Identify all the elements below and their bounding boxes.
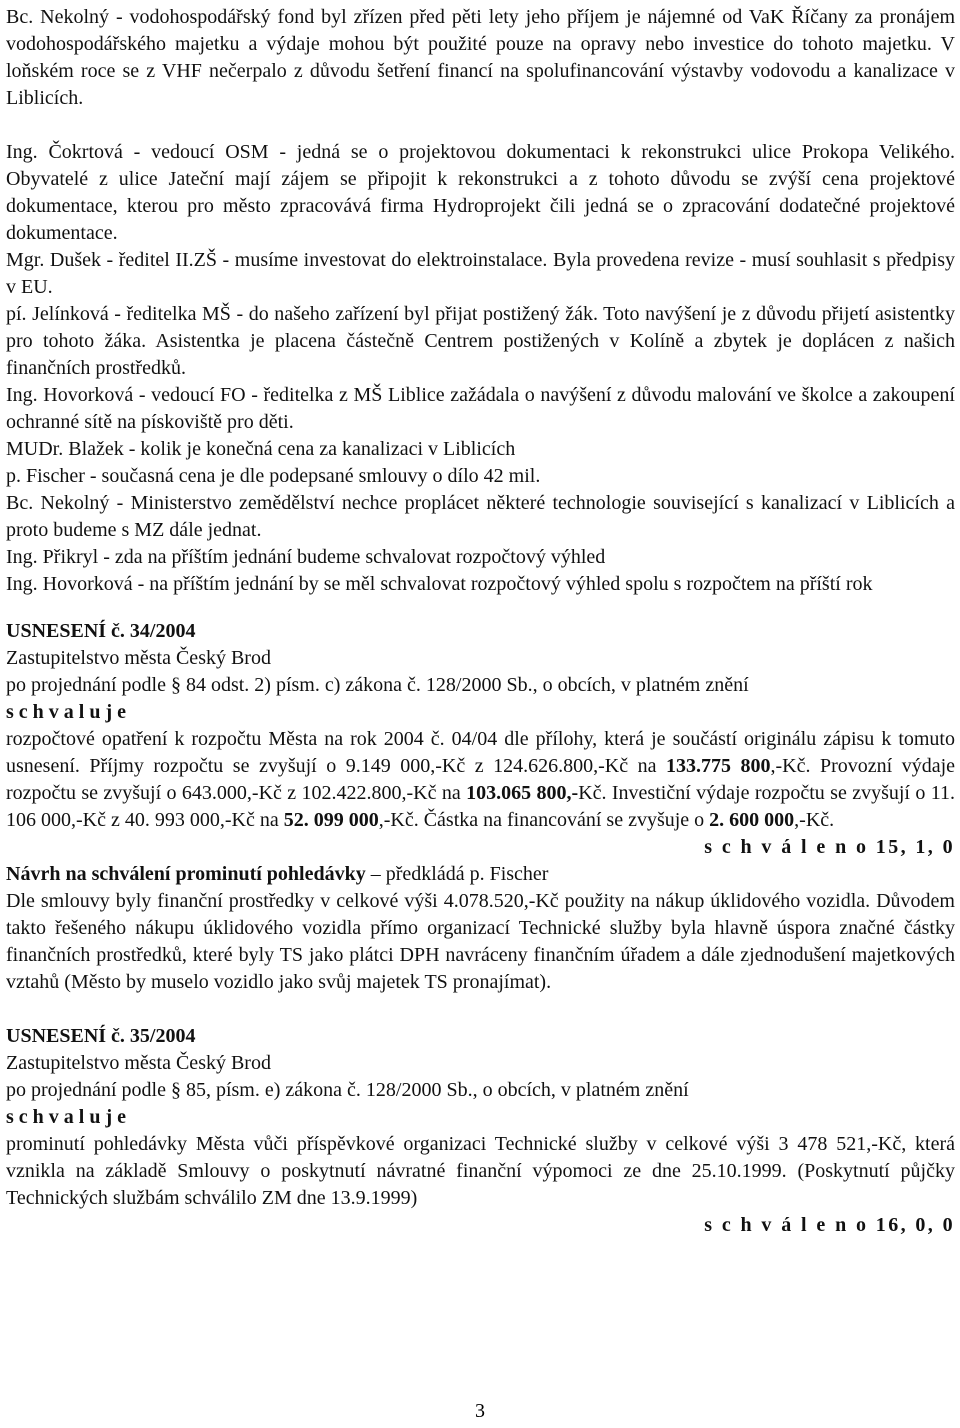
resolution-34-approves: s c h v a l u j e xyxy=(6,701,126,723)
resolution-34-text-b: ,-Kč. Provozní výdaje rozpočtu se zvyšují o 643.000,-Kč z 102.422.800,-Kč na xyxy=(6,755,956,804)
resolution-34-text-d: ,-Kč. Částka na financování se zvyšuje o xyxy=(378,809,710,831)
paragraph-cokrtova: Ing. Čokrtová - vedoucí OSM - jedná se o projektovou dokumentaci k rekonstrukci ulice Prokopa Velikého. Obyvatelé z ulice Jateční mají zájem se připojit k rekonstrukci a z tohoto důvodu se zvýší cena projektové dokumentace, kterou pro město zpracovává firma Hydroprojekt čili jedná se o zpracování dodatečné projektové dokumentace. xyxy=(6,141,955,244)
paragraph-hovorkova-budget: Ing. Hovorková - na příštím jednání by se měl schvalovat rozpočtový výhled spolu s rozpočtem na příští rok xyxy=(6,573,873,595)
resolution-35-text: prominutí pohledávky Města vůči příspěvkové organizaci Technické služby v celkové výši 3 478 521,-Kč, která vznikla na základě Smlouvy o poskytnutí návratné finanční výpomoci ze dne 25.10.1999. (Poskytnutí půjčky Technických službám schválilo ZM dne 13.9.1999) xyxy=(6,1133,955,1209)
paragraph-nekolny-mz: Bc. Nekolný - Ministerstvo zemědělství nechce proplácet některé technologie související s kanalizací v Liblicích a proto budeme s MZ dále jednat. xyxy=(6,492,955,541)
resolution-35-legal-basis: po projednání podle § 85, písm. e) zákona č. 128/2000 Sb., o obcích, v platném znění xyxy=(6,1079,689,1101)
income-total: 133.775 800 xyxy=(665,755,771,777)
paragraph-blazek: MUDr. Blažek - kolik je konečná cena za kanalizaci v Liblicích xyxy=(6,438,516,460)
paragraph-dusek: Mgr. Dušek - ředitel II.ZŠ - musíme investovat do elektroinstalace. Byla provedena revize - musí souhlasit s předpisy v EU. xyxy=(6,249,955,298)
proposal-heading xyxy=(6,861,955,888)
resolution-34-text xyxy=(6,726,955,834)
financing-total: 2. 600 000 xyxy=(709,809,795,831)
proposal-text: Dle smlouvy byly finanční prostředky v celkové výši 4.078.520,-Kč použity na nákup úklidového vozidla. Důvodem takto řešeného nákupu úklidového vozidla přímo organizací Technické služby byla hlavně úspora značné částky finančních prostředků, které byly TS jako plátci DPH navráceny finančním úřadem a dále zjednodušení majetkových vztahů (Město by muselo vozidlo jako svůj majetek TS pronajímat). xyxy=(6,890,955,993)
resolution-34-text-c: Kč. Investiční výdaje rozpočtu se zvyšují o 11. 106 000,-Kč z 40. 993 000,-Kč na xyxy=(6,782,955,831)
paragraph-prikryl: Ing. Přikryl - zda na příštím jednání budeme schvalovat rozpočtový výhled xyxy=(6,546,606,568)
paragraph-nekolny-fund: Bc. Nekolný - vodohospodářský fond byl zřízen před pěti lety jeho příjem je nájemné od VaK Říčany za pronájem vodohospodářského majetku a výdaje mohou být použité pouze na opravy nebo investice do tohoto majetku. V loňském roce se z VHF nečerpalo z důvodu šetření financí na spolufinancování výstavby vodovodu a kanalizace v Liblicích. xyxy=(6,6,955,109)
resolution-34-heading: USNESENÍ č. 34/2004 xyxy=(6,620,196,642)
resolution-35-vote: s c h v á l e n o 16, 0, 0 xyxy=(704,1214,955,1236)
resolution-34-text-a: rozpočtové opatření k rozpočtu Města na rok 2004 č. 04/04 dle přílohy, která je součástí originálu zápisu k tomuto usnesení. Příjmy rozpočtu se zvyšují o 9.149 000,-Kč z 124.626.800,-Kč na xyxy=(6,728,955,777)
resolution-34-legal-basis: po projednání podle § 84 odst. 2) písm. c) zákona č. 128/2000 Sb., o obcích, v platném znění xyxy=(6,674,749,696)
proposal-title: Návrh na schválení prominutí pohledávky xyxy=(6,863,366,885)
proposal-submitter: – předkládá p. Fischer xyxy=(365,863,549,885)
resolution-35-heading: USNESENÍ č. 35/2004 xyxy=(6,1025,196,1047)
operating-total: 103.065 800,- xyxy=(466,782,579,804)
spacer xyxy=(6,112,955,139)
resolution-35-approves: s c h v a l u j e xyxy=(6,1106,126,1128)
resolution-34-council: Zastupitelstvo města Český Brod xyxy=(6,647,271,669)
resolution-34-text-e: ,-Kč. xyxy=(794,809,835,831)
paragraph-jelinkova: pí. Jelínková - ředitelka MŠ - do našeho zařízení byl přijat postižený žák. Toto navýšení je z důvodu přijetí asistentky pro tohoto žáka. Asistentka je placena částečně Centrem postižených v Kolíně a zbytek je doplácen z našich finančních prostředků. xyxy=(6,303,955,379)
resolution-34-vote: s c h v á l e n o 15, 1, 0 xyxy=(704,836,955,858)
resolution-35-council: Zastupitelstvo města Český Brod xyxy=(6,1052,271,1074)
spacer xyxy=(6,996,955,1023)
spacer xyxy=(6,598,955,618)
paragraph-hovorkova-ms: Ing. Hovorková - vedoucí FO - ředitelka z MŠ Liblice zažádala o navýšení z důvodu malování ve školce a zakoupení ochranné sítě na pískoviště pro děti. xyxy=(6,384,955,433)
investment-total: 52. 099 000 xyxy=(283,809,379,831)
page-number: 3 xyxy=(475,1400,485,1422)
paragraph-fischer: p. Fischer - současná cena je dle podepsané smlouvy o dílo 42 mil. xyxy=(6,465,541,487)
